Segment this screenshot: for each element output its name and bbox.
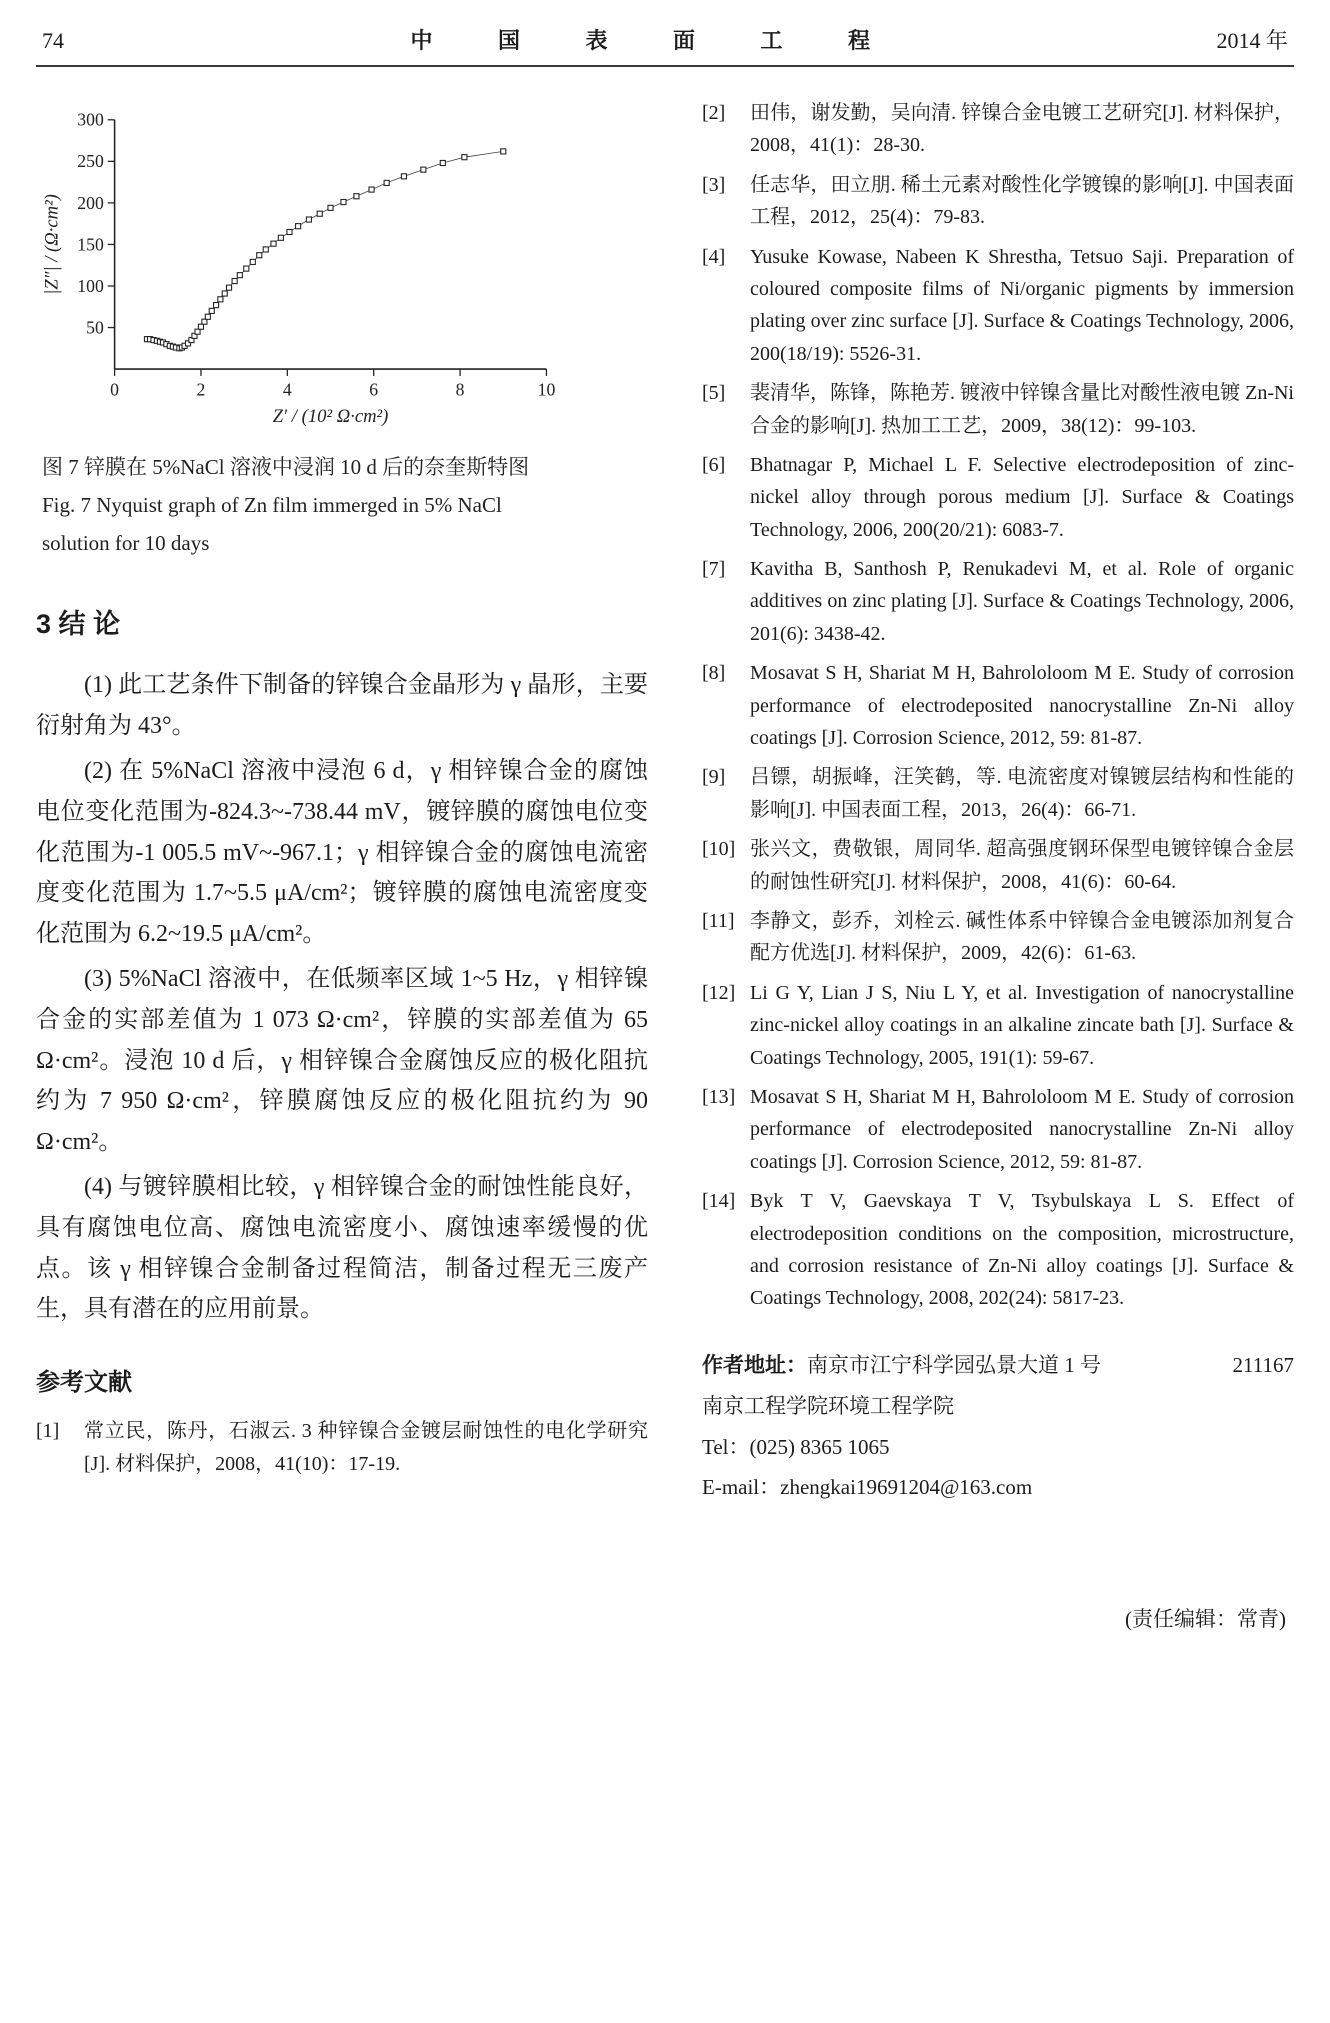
- figure-caption-cn: 图 7 锌膜在 5%NaCl 溶液中浸润 10 d 后的奈奎斯特图: [42, 455, 530, 479]
- reference-text: Bhatnagar P, Michael L F. Selective electrodeposition of zinc-nickel alloy through porous medium [J]. Surface & Coatings Technology, 2006, 200(20/21): 6083-7.: [750, 453, 1294, 541]
- svg-text:150: 150: [77, 234, 104, 255]
- reference-text: 常立民，陈丹，石淑云. 3 种锌镍合金镀层耐蚀性的电化学研究[J]. 材料保护，2008，41(10)：17-19.: [84, 1420, 648, 1475]
- reference-item-4: [702, 241, 1294, 371]
- conclusion-paragraph-2: (2) 在 5%NaCl 溶液中浸泡 6 d，γ 相锌镍合金的腐蚀电位变化范围为-824.3~-738.44 mV，镀锌膜的腐蚀电位变化范围为-1 005.5 mV~-967.1；γ 相锌镍合金的腐蚀电流密度变化范围为 1.7~5.5 μA/cm²；镀锌膜的腐蚀电流密度变化范围为 6.2~19.5 μA/cm²。: [36, 757, 648, 948]
- reference-item-14: [702, 1185, 1294, 1315]
- reference-item-6: [702, 449, 1294, 546]
- reference-number: [11]: [702, 909, 735, 932]
- reference-text: 裴清华，陈锋，陈艳芳. 镀液中锌镍含量比对酸性液电镀 Zn-Ni 合金的影响[J]. 热加工工艺，2009，38(12)：99-103.: [750, 382, 1294, 437]
- nyquist-chart: [40, 103, 570, 433]
- reference-number: [6]: [702, 453, 726, 476]
- reference-number: [8]: [702, 662, 726, 685]
- reference-number: [1]: [36, 1420, 60, 1443]
- figure-7: [36, 103, 648, 562]
- left-column: [36, 97, 648, 1633]
- right-column: [702, 97, 1294, 1633]
- postal-code: 211167: [1232, 1352, 1294, 1377]
- reference-text: 吕镖，胡振峰，汪笑鹤，等. 电流密度对镍镀层结构和性能的影响[J]. 中国表面工程，2013，26(4)：66-71.: [750, 766, 1294, 821]
- reference-item-12: [702, 977, 1294, 1074]
- reference-text: 张兴文，费敬银，周同华. 超高强度钢环保型电镀锌镍合金层的耐蚀性研究[J]. 材料保护，2008，41(6)：60-64.: [750, 838, 1294, 893]
- reference-number: [12]: [702, 981, 736, 1004]
- author-address-label: 作者地址：: [702, 1352, 807, 1377]
- author-info: [702, 1345, 1294, 1509]
- reference-text: Mosavat S H, Shariat M H, Bahrololoom M E. Study of corrosion performance of electrodeposited nanocrystalline Zn-Ni alloy coatings [J]. Corrosion Science, 2012, 59: 81-87.: [750, 1085, 1294, 1173]
- page-number: 74: [42, 28, 64, 53]
- svg-text:2: 2: [196, 379, 206, 400]
- figure-caption-en-line2: solution for 10 days: [42, 530, 210, 555]
- reference-number: [14]: [702, 1190, 736, 1213]
- author-tel: Tel：(025) 8365 1065: [702, 1434, 890, 1459]
- reference-item-10: [702, 833, 1294, 898]
- svg-text:50: 50: [86, 317, 104, 338]
- reference-text: 李静文，彭乔，刘栓云. 碱性体系中锌镍合金电镀添加剂复合配方优选[J]. 材料保护，2009，42(6)：61-63.: [750, 909, 1294, 965]
- publication-year: 2014 年: [1216, 28, 1288, 53]
- reference-item-11: [702, 905, 1294, 970]
- reference-text: 田伟，谢发勤，吴向清. 锌镍合金电镀工艺研究[J]. 材料保护，2008，41(1)：28-30.: [750, 102, 1294, 157]
- reference-item-13: [702, 1081, 1294, 1178]
- figure-caption: [36, 449, 648, 562]
- conclusion-heading: 3 结 论: [36, 609, 121, 640]
- author-affiliation: 南京工程学院环境工程学院: [702, 1393, 954, 1418]
- svg-text:4: 4: [282, 379, 292, 400]
- svg-text:8: 8: [455, 379, 465, 400]
- reference-number: [2]: [702, 102, 726, 124]
- svg-text:6: 6: [369, 379, 379, 400]
- journal-title: 中 国 表 面 工 程: [410, 28, 900, 53]
- reference-number: [13]: [702, 1085, 736, 1108]
- reference-text: 任志华，田立朋. 稀土元素对酸性化学镀镍的影响[J]. 中国表面工程，2012，25(4)：79-83.: [750, 173, 1294, 229]
- svg-text:10: 10: [537, 379, 556, 400]
- figure-caption-en-line1: Fig. 7 Nyquist graph of Zn film immerged in 5% NaCl: [42, 492, 502, 517]
- reference-text: Yusuke Kowase, Nabeen K Shrestha, Tetsuo Saji. Preparation of coloured composite films of Ni/organic pigments by immersion plating over zinc surface [J]. Surface & Coatings Technology, 2006, 200(18/19): 5526-31.: [750, 245, 1294, 365]
- author-email: E-mail：zhengkai19691204@163.com: [702, 1475, 1033, 1500]
- reference-item-2: [702, 97, 1294, 162]
- svg-text:300: 300: [77, 109, 104, 130]
- reference-item-3: [702, 169, 1294, 234]
- reference-number: [10]: [702, 838, 736, 861]
- svg-text:0: 0: [110, 379, 120, 400]
- author-address-value: 南京市江宁科学园弘景大道 1 号: [807, 1352, 1101, 1377]
- svg-text:|Z″| / (Ω·cm²): |Z″| / (Ω·cm²): [41, 194, 63, 295]
- reference-text: Li G Y, Lian J S, Niu L Y, et al. Investigation of nanocrystalline zinc-nickel alloy coatings in an alkaline zincate bath [J]. Surface & Coatings Technology, 2005, 191(1): 59-67.: [750, 981, 1294, 1069]
- svg-text:250: 250: [77, 151, 104, 172]
- svg-text:100: 100: [77, 275, 104, 296]
- reference-number: [4]: [702, 245, 726, 268]
- reference-number: [5]: [702, 382, 726, 405]
- page-header: [36, 16, 1294, 67]
- author-address-line: [702, 1345, 1294, 1386]
- references-heading: 参考文献: [36, 1369, 132, 1397]
- conclusion-paragraph-3: (3) 5%NaCl 溶液中，在低频率区域 1~5 Hz，γ 相锌镍合金的实部差值为 1 073 Ω·cm²，锌膜的实部差值为 65 Ω·cm²。浸泡 10 d 后，γ 相锌镍合金腐蚀反应的极化阻抗约为 7 950 Ω·cm²，锌膜腐蚀反应的极化阻抗约为 90 Ω·cm²。: [36, 965, 648, 1156]
- two-column-body: [36, 67, 1294, 1633]
- reference-number: [9]: [702, 766, 726, 789]
- reference-item-7: [702, 553, 1294, 650]
- editor-note: (责任编辑：常青): [1125, 1607, 1286, 1632]
- reference-item-1: [36, 1415, 648, 1480]
- reference-item-8: [702, 657, 1294, 754]
- reference-number: [7]: [702, 558, 726, 581]
- svg-text:Z′ / (10² Ω·cm²): Z′ / (10² Ω·cm²): [272, 406, 389, 428]
- reference-text: Byk T V, Gaevskaya T V, Tsybulskaya L S. Effect of electrodeposition conditions on the composition, microstructure, and corrosion resistance of Zn-Ni alloy coatings [J]. Surface & Coatings Technology, 2008, 202(24): 5817-23.: [750, 1190, 1294, 1310]
- svg-text:200: 200: [77, 192, 104, 213]
- reference-item-5: [702, 377, 1294, 442]
- conclusion-paragraph-1: (1) 此工艺条件下制备的锌镍合金晶形为 γ 晶形，主要衍射角为 43°。: [36, 672, 648, 740]
- reference-number: [3]: [702, 173, 726, 196]
- conclusion-paragraph-4: (4) 与镀锌膜相比较，γ 相锌镍合金的耐蚀性能良好，具有腐蚀电位高、腐蚀电流密度小、腐蚀速率缓慢的优点。该 γ 相锌镍合金制备过程简洁，制备过程无三废产生，具有潜在的应用前景。: [36, 1173, 648, 1323]
- reference-item-9: [702, 761, 1294, 826]
- reference-text: Kavitha B, Santhosh P, Renukadevi M, et al. Role of organic additives on zinc plating [J]. Surface & Coatings Technology, 2006, 201(6): 3438-42.: [750, 558, 1294, 645]
- reference-text: Mosavat S H, Shariat M H, Bahrololoom M E. Study of corrosion performance of electrodeposited nanocrystalline Zn-Ni alloy coatings [J]. Corrosion Science, 2012, 59: 81-87.: [750, 662, 1294, 750]
